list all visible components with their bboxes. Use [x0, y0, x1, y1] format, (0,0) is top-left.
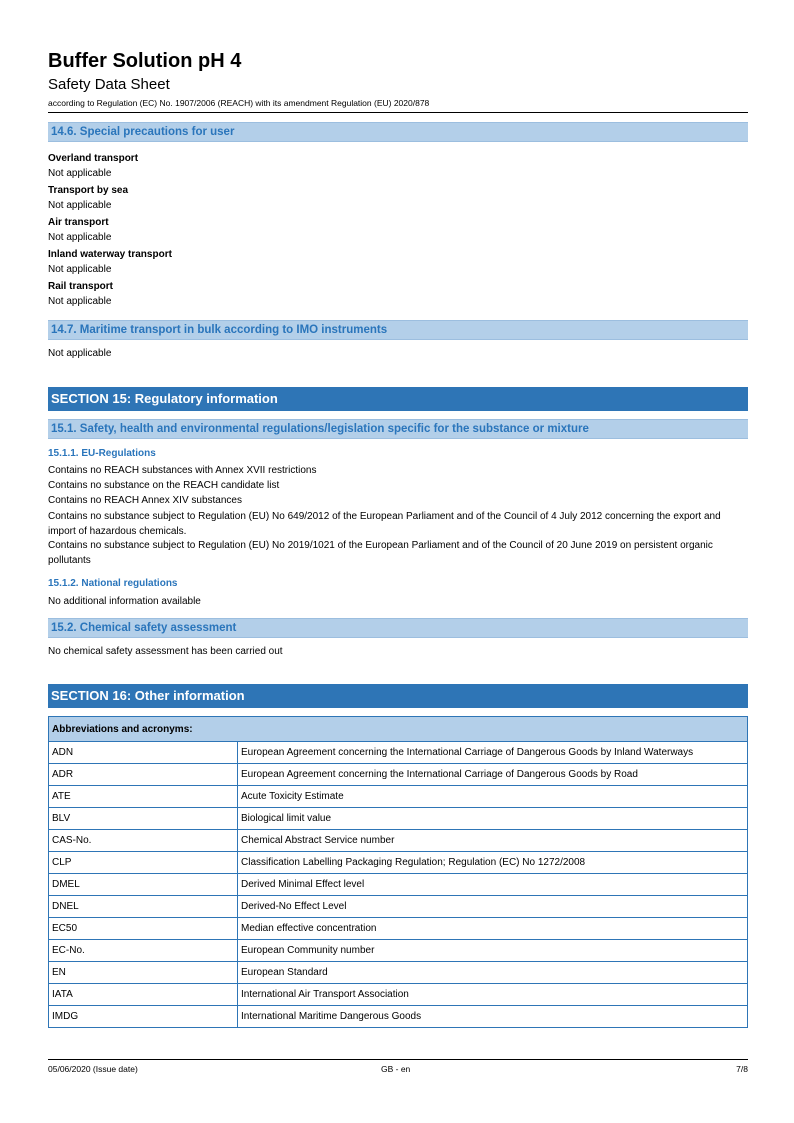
footer-divider	[48, 1059, 748, 1060]
air-transport-label: Air transport	[48, 217, 109, 228]
table-row	[49, 742, 748, 764]
abbreviation-cell: IATA	[49, 984, 238, 1006]
table-row	[49, 896, 748, 918]
definition-cell: European Standard	[238, 962, 748, 984]
eu-regulation-line: Contains no substance subject to Regulation (EU) No 2019/1021 of the European Parliament and of the Council of 20 June 2019 on persistent organic pollutants	[48, 540, 713, 566]
definition-cell: Derived Minimal Effect level	[238, 874, 748, 896]
definition-cell: Acute Toxicity Estimate	[238, 786, 748, 808]
section-15-heading: SECTION 15: Regulatory information	[48, 387, 748, 411]
overland-transport-value: Not applicable	[48, 168, 112, 179]
subsection-15-1-heading: 15.1. Safety, health and environmental regulations/legislation specific for the substance or mixture	[48, 419, 748, 439]
header-divider	[48, 112, 748, 113]
abbreviation-cell: EC-No.	[49, 940, 238, 962]
abbreviation-cell: EN	[49, 962, 238, 984]
table-row	[49, 874, 748, 896]
air-transport-value: Not applicable	[48, 232, 112, 243]
chemical-safety-text: No chemical safety assessment has been carried out	[48, 646, 283, 657]
table-row	[49, 984, 748, 1006]
abbreviation-cell: ADN	[49, 742, 238, 764]
abbreviation-cell: DNEL	[49, 896, 238, 918]
eu-regulation-line: Contains no substance subject to Regulation (EU) No 649/2012 of the European Parliament and of the Council of 4 July 2012 concerning the export and import of hazardous chemicals.	[48, 511, 721, 537]
table-row	[49, 764, 748, 786]
inland-waterway-label: Inland waterway transport	[48, 249, 172, 260]
eu-regulation-line: Contains no substance on the REACH candidate list	[48, 480, 280, 491]
table-heading: Abbreviations and acronyms:	[49, 717, 748, 742]
definition-cell: European Agreement concerning the International Carriage of Dangerous Goods by Road	[238, 764, 748, 786]
table-row	[49, 1006, 748, 1028]
regulation-reference: according to Regulation (EC) No. 1907/2006 (REACH) with its amendment Regulation (EU) 2020/878	[48, 98, 430, 108]
sea-transport-label: Transport by sea	[48, 185, 129, 196]
issue-date: 05/06/2020 (Issue date)	[48, 1064, 138, 1074]
rail-transport-label: Rail transport	[48, 281, 114, 292]
eu-regulation-line: Contains no REACH substances with Annex XVII restrictions	[48, 465, 317, 476]
subsection-14-6-heading: 14.6. Special precautions for user	[48, 122, 748, 142]
definition-cell: Classification Labelling Packaging Regulation; Regulation (EC) No 1272/2008	[238, 852, 748, 874]
abbreviation-cell: BLV	[49, 808, 238, 830]
eu-regulations-heading: 15.1.1. EU-Regulations	[48, 448, 156, 459]
table-row	[49, 808, 748, 830]
abbreviation-cell: EC50	[49, 918, 238, 940]
abbreviation-cell: ATE	[49, 786, 238, 808]
definition-cell: European Community number	[238, 940, 748, 962]
definition-cell: International Maritime Dangerous Goods	[238, 1006, 748, 1028]
inland-waterway-value: Not applicable	[48, 264, 112, 275]
abbreviation-cell: IMDG	[49, 1006, 238, 1028]
overland-transport-label: Overland transport	[48, 153, 139, 164]
abbreviations-table	[48, 716, 748, 1028]
table-row	[49, 940, 748, 962]
language-code: GB - en	[381, 1064, 411, 1074]
abbreviation-cell: DMEL	[49, 874, 238, 896]
definition-cell: Chemical Abstract Service number	[238, 830, 748, 852]
page-number: 7/8	[736, 1064, 748, 1074]
maritime-bulk-text: Not applicable	[48, 348, 112, 359]
national-regulations-heading: 15.1.2. National regulations	[48, 578, 178, 589]
definition-cell: International Air Transport Association	[238, 984, 748, 1006]
definition-cell: Median effective concentration	[238, 918, 748, 940]
table-row	[49, 852, 748, 874]
definition-cell: Derived-No Effect Level	[238, 896, 748, 918]
subsection-15-2-heading: 15.2. Chemical safety assessment	[48, 618, 748, 638]
rail-transport-value: Not applicable	[48, 296, 112, 307]
table-row	[49, 962, 748, 984]
subsection-14-7-heading: 14.7. Maritime transport in bulk according to IMO instruments	[48, 320, 748, 340]
abbreviation-cell: CLP	[49, 852, 238, 874]
table-row	[49, 786, 748, 808]
document-title: Buffer Solution pH 4	[48, 50, 242, 72]
sea-transport-value: Not applicable	[48, 200, 112, 211]
table-row	[49, 918, 748, 940]
national-regulations-text: No additional information available	[48, 596, 201, 607]
definition-cell: Biological limit value	[238, 808, 748, 830]
abbreviation-cell: CAS-No.	[49, 830, 238, 852]
table-row	[49, 830, 748, 852]
abbreviation-cell: ADR	[49, 764, 238, 786]
table-header-row	[49, 717, 748, 742]
section-16-heading: SECTION 16: Other information	[48, 684, 748, 708]
definition-cell: European Agreement concerning the International Carriage of Dangerous Goods by Inland Waterways	[238, 742, 748, 764]
eu-regulation-line: Contains no REACH Annex XIV substances	[48, 495, 242, 506]
document-subtitle: Safety Data Sheet	[48, 76, 170, 93]
